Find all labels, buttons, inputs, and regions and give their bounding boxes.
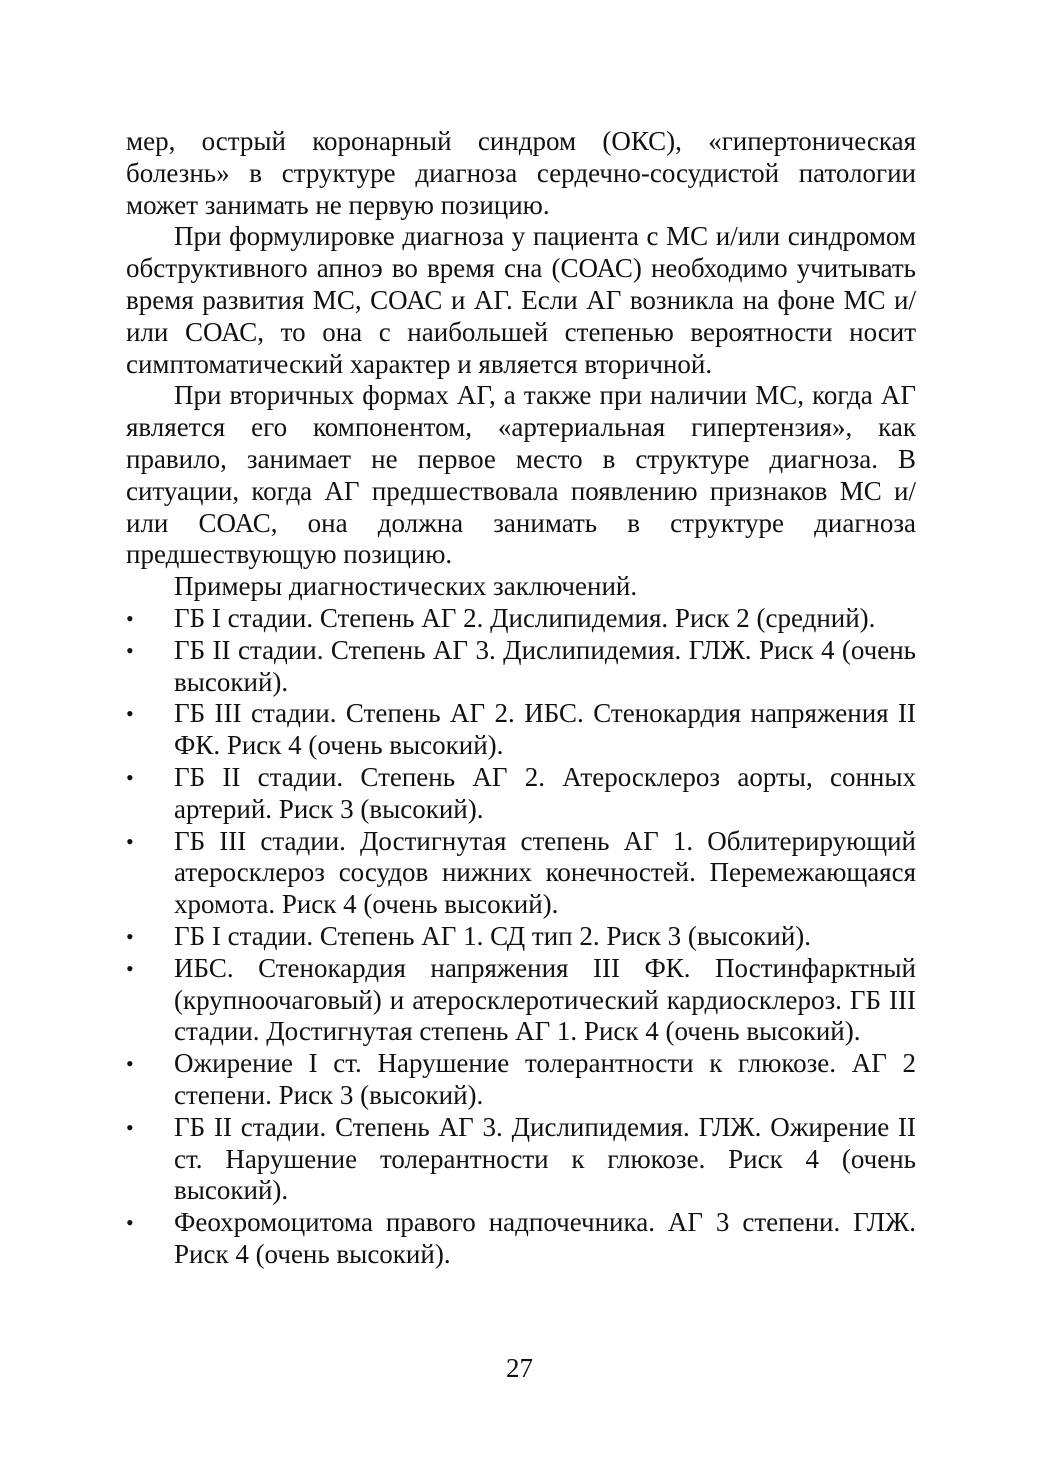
list-item-text: ГБ I стадии. Степень АГ 2. Дислипидемия. Риск 2 (средний).	[174, 602, 876, 633]
list-item	[126, 698, 916, 762]
list-item	[126, 1048, 916, 1112]
page-number: 27	[506, 1353, 533, 1383]
list-item-text: ГБ II стадии. Степень АГ 2. Атеросклероз аорты, сонных артерий. Риск 3 (высокий).	[174, 761, 916, 824]
examples-list	[126, 603, 916, 1271]
list-item	[126, 953, 916, 1048]
list-item-text: ГБ III стадии. Степень АГ 2. ИБС. Стенокардия напряжения II ФК. Риск 4 (очень высокий).	[174, 698, 916, 761]
bullet-icon: •	[126, 955, 134, 981]
list-item	[126, 1112, 916, 1207]
paragraph-secondary-forms: При вторичных формах АГ, а также при наличии МС, когда АГ является его компонентом, «артериальная гипертензия», как правило, занимает не первое место в структуре диагноза. В ситуации, когда АГ предшествовала появлению признаков МС и/или СОАС, она должна занимать в структуре диагноза предшествующую позицию.	[126, 380, 916, 570]
page-body	[126, 126, 916, 1271]
list-item-text: ГБ II стадии. Степень АГ 3. Дислипидемия. ГЛЖ. Риск 4 (очень высокий).	[174, 634, 916, 697]
list-item	[126, 603, 916, 635]
list-item-text: Феохромоцитома правого надпочечника. АГ 3 степени. ГЛЖ. Риск 4 (очень высокий).	[174, 1207, 916, 1269]
paragraph-continuation: мер, острый коронарный синдром (ОКС), «гипертоническая болезнь» в структуре диагноза сердечно-сосудистой патологии может занимать не первую позицию.	[126, 126, 916, 220]
list-item	[126, 921, 916, 953]
list-item	[126, 635, 916, 699]
list-item-text: ГБ III стадии. Достигнутая степень АГ 1. Облитерирующий атеросклероз сосудов нижних конечностей. Перемежающаяся хромота. Риск 4 (очень высокий).	[174, 825, 916, 920]
examples-heading: Примеры диагностических заключений.	[174, 571, 638, 602]
bullet-icon: •	[126, 923, 134, 949]
bullet-icon: •	[126, 637, 134, 663]
bullet-icon: •	[126, 764, 134, 790]
list-item-text: ИБС. Стенокардия напряжения III ФК. Постинфарктный (крупноочаговый) и атеросклеротический кардиосклероз. ГБ III стадии. Достигнутая степень АГ 1. Риск 4 (очень высокий).	[174, 952, 916, 1047]
bullet-icon: •	[126, 1210, 134, 1236]
bullet-icon: •	[126, 1051, 134, 1077]
bullet-icon: •	[126, 605, 134, 631]
list-item	[126, 1207, 916, 1271]
paragraph-diagnosis-formulation: При формулировке диагноза у пациента с МС и/или синдромом обструктивного апноэ во время сна (СОАС) необходимо учитывать время развития МС, СОАС и АГ. Если АГ возникла на фоне МС и/или СОАС, то она с наибольшей степенью вероятности носит симптоматический характер и является вторичной.	[126, 221, 916, 379]
bullet-icon: •	[126, 701, 134, 727]
bullet-icon: •	[126, 1114, 134, 1140]
list-item-text: Ожирение I ст. Нарушение толерантности к глюкозе. АГ 2 степени. Риск 3 (высокий).	[174, 1048, 916, 1110]
list-item	[126, 762, 916, 826]
list-item-text: ГБ II стадии. Степень АГ 3. Дислипидемия. ГЛЖ. Ожирение II ст. Нарушение толерантности к глюкозе. Риск 4 (очень высокий).	[174, 1111, 916, 1206]
list-item-text: ГБ I стадии. Степень АГ 1. СД тип 2. Риск 3 (высокий).	[174, 920, 812, 951]
list-item	[126, 826, 916, 921]
bullet-icon: •	[126, 828, 134, 854]
